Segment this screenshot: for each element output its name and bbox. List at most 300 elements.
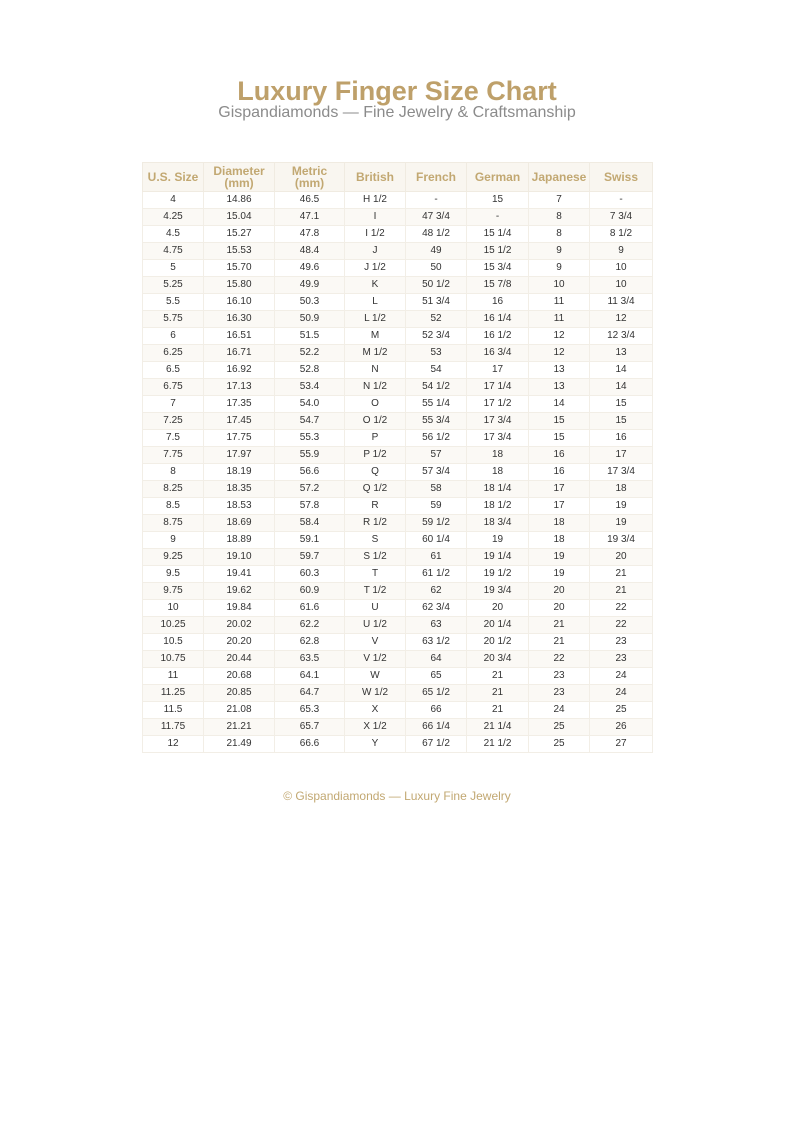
table-cell: 21 1/4: [467, 719, 529, 736]
table-cell: 10: [529, 277, 590, 294]
table-cell: 20: [529, 600, 590, 617]
table-cell: 18: [529, 532, 590, 549]
table-cell: Q: [345, 464, 406, 481]
table-row: [143, 345, 653, 362]
table-row: [143, 192, 653, 209]
table-cell: 12: [529, 328, 590, 345]
table-cell: 60.9: [275, 583, 345, 600]
table-cell: 49: [406, 243, 467, 260]
table-cell: 6.25: [143, 345, 204, 362]
table-cell: 16: [467, 294, 529, 311]
table-cell: 17 3/4: [467, 413, 529, 430]
table-row: [143, 702, 653, 719]
table-cell: 64: [406, 651, 467, 668]
table-cell: 55 1/4: [406, 396, 467, 413]
table-row: [143, 328, 653, 345]
table-cell: 62.8: [275, 634, 345, 651]
table-cell: 19: [529, 566, 590, 583]
table-cell: 9: [143, 532, 204, 549]
table-cell: 17 3/4: [467, 430, 529, 447]
table-cell: 19: [467, 532, 529, 549]
table-row: [143, 651, 653, 668]
table-cell: 18 3/4: [467, 515, 529, 532]
table-row: [143, 736, 653, 753]
table-cell: 19 3/4: [467, 583, 529, 600]
table-cell: 7.5: [143, 430, 204, 447]
table-cell: I 1/2: [345, 226, 406, 243]
table-row: [143, 447, 653, 464]
header-row: [143, 163, 653, 192]
table-cell: 21: [467, 668, 529, 685]
table-cell: 21.49: [204, 736, 275, 753]
table-row: [143, 617, 653, 634]
table-cell: 16.71: [204, 345, 275, 362]
column-header-metric: Metric (mm): [275, 163, 345, 192]
table-cell: 63: [406, 617, 467, 634]
table-cell: 50 1/2: [406, 277, 467, 294]
table-cell: 66.6: [275, 736, 345, 753]
table-row: [143, 685, 653, 702]
table-cell: 24: [529, 702, 590, 719]
table-cell: 18.89: [204, 532, 275, 549]
table-cell: 6.5: [143, 362, 204, 379]
table-row: [143, 243, 653, 260]
table-cell: 65.3: [275, 702, 345, 719]
table-cell: 57 3/4: [406, 464, 467, 481]
table-cell: R 1/2: [345, 515, 406, 532]
size-table: [142, 162, 653, 753]
table-cell: 58.4: [275, 515, 345, 532]
table-cell: 15.27: [204, 226, 275, 243]
table-cell: 19 3/4: [590, 532, 653, 549]
table-cell: 46.5: [275, 192, 345, 209]
table-cell: 21: [467, 685, 529, 702]
table-cell: 52: [406, 311, 467, 328]
table-cell: T: [345, 566, 406, 583]
table-cell: 63 1/2: [406, 634, 467, 651]
table-cell: 22: [529, 651, 590, 668]
table-cell: 7: [529, 192, 590, 209]
table-cell: 18: [467, 464, 529, 481]
table-body: [143, 192, 653, 753]
table-cell: 57: [406, 447, 467, 464]
table-cell: 17.35: [204, 396, 275, 413]
table-cell: 18: [467, 447, 529, 464]
table-cell: 25: [529, 736, 590, 753]
table-cell: S: [345, 532, 406, 549]
table-row: [143, 600, 653, 617]
table-cell: 20.44: [204, 651, 275, 668]
table-cell: 18.69: [204, 515, 275, 532]
table-cell: 15 7/8: [467, 277, 529, 294]
table-cell: J: [345, 243, 406, 260]
table-cell: 15: [467, 192, 529, 209]
table-cell: 8 1/2: [590, 226, 653, 243]
table-row: [143, 209, 653, 226]
table-cell: 25: [529, 719, 590, 736]
table-cell: 13: [529, 362, 590, 379]
table-cell: 15 1/2: [467, 243, 529, 260]
table-row: [143, 719, 653, 736]
table-cell: 11.5: [143, 702, 204, 719]
table-cell: 13: [590, 345, 653, 362]
table-row: [143, 532, 653, 549]
column-header-swiss: Swiss: [590, 163, 653, 192]
table-row: [143, 379, 653, 396]
table-cell: 27: [590, 736, 653, 753]
table-cell: 18.35: [204, 481, 275, 498]
table-cell: 20 3/4: [467, 651, 529, 668]
table-cell: 62.2: [275, 617, 345, 634]
table-cell: 20 1/2: [467, 634, 529, 651]
table-cell: 61: [406, 549, 467, 566]
table-cell: 21: [590, 566, 653, 583]
table-cell: 18: [590, 481, 653, 498]
table-header: [143, 163, 653, 192]
table-row: [143, 464, 653, 481]
column-header-diameter: Diameter (mm): [204, 163, 275, 192]
table-cell: 4.5: [143, 226, 204, 243]
table-cell: 20.02: [204, 617, 275, 634]
table-cell: 56 1/2: [406, 430, 467, 447]
table-row: [143, 515, 653, 532]
table-cell: W 1/2: [345, 685, 406, 702]
table-cell: 17: [467, 362, 529, 379]
table-cell: 66 1/4: [406, 719, 467, 736]
table-cell: 62 3/4: [406, 600, 467, 617]
table-row: [143, 260, 653, 277]
table-cell: 50.9: [275, 311, 345, 328]
table-cell: 53.4: [275, 379, 345, 396]
table-cell: 17.45: [204, 413, 275, 430]
table-cell: 12: [590, 311, 653, 328]
table-cell: L 1/2: [345, 311, 406, 328]
table-cell: 15: [529, 413, 590, 430]
table-cell: 18 1/4: [467, 481, 529, 498]
table-cell: 48.4: [275, 243, 345, 260]
table-cell: 47.8: [275, 226, 345, 243]
table-cell: 19 1/2: [467, 566, 529, 583]
table-cell: 54 1/2: [406, 379, 467, 396]
table-cell: 23: [590, 651, 653, 668]
table-cell: N 1/2: [345, 379, 406, 396]
table-cell: 63.5: [275, 651, 345, 668]
table-cell: 50.3: [275, 294, 345, 311]
table-cell: 60.3: [275, 566, 345, 583]
table-row: [143, 311, 653, 328]
table-cell: 10: [143, 600, 204, 617]
table-cell: I: [345, 209, 406, 226]
table-row: [143, 668, 653, 685]
table-cell: 7.25: [143, 413, 204, 430]
table-cell: H 1/2: [345, 192, 406, 209]
table-cell: 14: [590, 362, 653, 379]
table-cell: 4.25: [143, 209, 204, 226]
table-cell: M: [345, 328, 406, 345]
table-cell: 19.10: [204, 549, 275, 566]
table-cell: R: [345, 498, 406, 515]
table-row: [143, 583, 653, 600]
table-cell: 11.75: [143, 719, 204, 736]
table-cell: 61 1/2: [406, 566, 467, 583]
table-cell: 4: [143, 192, 204, 209]
table-cell: 51 3/4: [406, 294, 467, 311]
table-cell: 16: [529, 464, 590, 481]
table-cell: -: [467, 209, 529, 226]
table-cell: 17: [529, 481, 590, 498]
table-cell: 12: [143, 736, 204, 753]
table-cell: 16.10: [204, 294, 275, 311]
table-cell: 20: [590, 549, 653, 566]
table-cell: 47 3/4: [406, 209, 467, 226]
table-cell: 7.75: [143, 447, 204, 464]
table-cell: 62: [406, 583, 467, 600]
table-cell: 12 3/4: [590, 328, 653, 345]
table-cell: 6.75: [143, 379, 204, 396]
table-cell: 21: [529, 634, 590, 651]
table-cell: 5.5: [143, 294, 204, 311]
table-cell: X 1/2: [345, 719, 406, 736]
table-cell: 16.92: [204, 362, 275, 379]
table-row: [143, 413, 653, 430]
table-cell: 64.1: [275, 668, 345, 685]
table-cell: 10.25: [143, 617, 204, 634]
table-cell: 6: [143, 328, 204, 345]
table-cell: Y: [345, 736, 406, 753]
table-cell: T 1/2: [345, 583, 406, 600]
table-cell: 8: [529, 209, 590, 226]
table-cell: 15: [529, 430, 590, 447]
table-cell: 23: [590, 634, 653, 651]
table-cell: 21.08: [204, 702, 275, 719]
table-cell: K: [345, 277, 406, 294]
table-cell: 16: [529, 447, 590, 464]
table-row: [143, 362, 653, 379]
table-cell: 55.9: [275, 447, 345, 464]
table-cell: 9.75: [143, 583, 204, 600]
table-cell: 57.2: [275, 481, 345, 498]
table-cell: 15.80: [204, 277, 275, 294]
table-cell: 15: [590, 413, 653, 430]
table-cell: 9: [590, 243, 653, 260]
table-cell: 60 1/4: [406, 532, 467, 549]
table-cell: 59 1/2: [406, 515, 467, 532]
table-cell: 10: [590, 277, 653, 294]
table-cell: 16 1/4: [467, 311, 529, 328]
table-cell: U 1/2: [345, 617, 406, 634]
column-header-german: German: [467, 163, 529, 192]
table-row: [143, 549, 653, 566]
table-cell: 15.04: [204, 209, 275, 226]
table-cell: 10: [590, 260, 653, 277]
table-cell: 65.7: [275, 719, 345, 736]
table-cell: 58: [406, 481, 467, 498]
table-row: [143, 481, 653, 498]
table-cell: 24: [590, 685, 653, 702]
table-cell: 5.75: [143, 311, 204, 328]
table-cell: 18.53: [204, 498, 275, 515]
table-row: [143, 430, 653, 447]
table-cell: 67 1/2: [406, 736, 467, 753]
table-cell: 21 1/2: [467, 736, 529, 753]
table-cell: 64.7: [275, 685, 345, 702]
table-row: [143, 277, 653, 294]
table-cell: V: [345, 634, 406, 651]
table-cell: 8: [529, 226, 590, 243]
table-cell: 14: [529, 396, 590, 413]
table-row: [143, 634, 653, 651]
table-cell: U: [345, 600, 406, 617]
table-cell: 11: [529, 294, 590, 311]
table-cell: 8.5: [143, 498, 204, 515]
table-cell: 53: [406, 345, 467, 362]
table-cell: 21: [467, 702, 529, 719]
table-cell: 54: [406, 362, 467, 379]
table-cell: 17 1/2: [467, 396, 529, 413]
table-cell: 21: [529, 617, 590, 634]
table-cell: 14: [590, 379, 653, 396]
table-cell: 13: [529, 379, 590, 396]
table-cell: 20.68: [204, 668, 275, 685]
table-cell: X: [345, 702, 406, 719]
table-cell: 15 3/4: [467, 260, 529, 277]
table-cell: L: [345, 294, 406, 311]
table-row: [143, 226, 653, 243]
table-cell: 22: [590, 600, 653, 617]
table-row: [143, 566, 653, 583]
table-cell: J 1/2: [345, 260, 406, 277]
table-row: [143, 498, 653, 515]
column-header-japanese: Japanese: [529, 163, 590, 192]
table-cell: 15 1/4: [467, 226, 529, 243]
table-cell: 23: [529, 685, 590, 702]
table-cell: 20: [529, 583, 590, 600]
table-cell: 8.75: [143, 515, 204, 532]
table-cell: 11: [143, 668, 204, 685]
table-cell: 18: [529, 515, 590, 532]
table-cell: 19.62: [204, 583, 275, 600]
table-cell: 12: [529, 345, 590, 362]
table-cell: W: [345, 668, 406, 685]
table-cell: P: [345, 430, 406, 447]
table-cell: 17 3/4: [590, 464, 653, 481]
table-cell: 55.3: [275, 430, 345, 447]
table-cell: -: [406, 192, 467, 209]
table-cell: 11: [529, 311, 590, 328]
table-cell: 15: [590, 396, 653, 413]
table-cell: 16.51: [204, 328, 275, 345]
table-cell: 26: [590, 719, 653, 736]
table-cell: 20 1/4: [467, 617, 529, 634]
page-title: Luxury Finger Size Chart: [237, 76, 557, 106]
table-cell: 20.85: [204, 685, 275, 702]
table-cell: 19.41: [204, 566, 275, 583]
table-cell: 48 1/2: [406, 226, 467, 243]
page-subtitle: Gispandiamonds — Fine Jewelry & Craftsmanship: [218, 104, 576, 121]
table-cell: 5: [143, 260, 204, 277]
table-cell: 19 1/4: [467, 549, 529, 566]
table-cell: 17: [590, 447, 653, 464]
table-cell: 66: [406, 702, 467, 719]
table-cell: -: [590, 192, 653, 209]
table-cell: 15.53: [204, 243, 275, 260]
table-cell: 7 3/4: [590, 209, 653, 226]
table-cell: 24: [590, 668, 653, 685]
table-cell: V 1/2: [345, 651, 406, 668]
table-cell: 54.0: [275, 396, 345, 413]
table-cell: 15.70: [204, 260, 275, 277]
table-cell: 65 1/2: [406, 685, 467, 702]
table-cell: 9: [529, 260, 590, 277]
table-cell: 7: [143, 396, 204, 413]
table-cell: 52.2: [275, 345, 345, 362]
table-cell: N: [345, 362, 406, 379]
table-row: [143, 396, 653, 413]
table-cell: 18 1/2: [467, 498, 529, 515]
table-cell: 4.75: [143, 243, 204, 260]
table-cell: 8.25: [143, 481, 204, 498]
table-cell: 16 1/2: [467, 328, 529, 345]
table-cell: 22: [590, 617, 653, 634]
table-cell: 52 3/4: [406, 328, 467, 345]
table-cell: 25: [590, 702, 653, 719]
table-cell: 21.21: [204, 719, 275, 736]
table-cell: 19.84: [204, 600, 275, 617]
table-cell: 18.19: [204, 464, 275, 481]
table-cell: 10.75: [143, 651, 204, 668]
table-cell: 10.5: [143, 634, 204, 651]
table-cell: 59: [406, 498, 467, 515]
table-cell: 51.5: [275, 328, 345, 345]
table-cell: 9.5: [143, 566, 204, 583]
table-cell: 59.7: [275, 549, 345, 566]
table-cell: 17 1/4: [467, 379, 529, 396]
table-cell: O: [345, 396, 406, 413]
table-cell: 16: [590, 430, 653, 447]
table-cell: 57.8: [275, 498, 345, 515]
table-cell: 16.30: [204, 311, 275, 328]
table-cell: 21: [590, 583, 653, 600]
table-cell: 54.7: [275, 413, 345, 430]
table-row: [143, 294, 653, 311]
table-cell: S 1/2: [345, 549, 406, 566]
table-cell: P 1/2: [345, 447, 406, 464]
table-cell: 23: [529, 668, 590, 685]
table-cell: Q 1/2: [345, 481, 406, 498]
table-cell: 65: [406, 668, 467, 685]
column-header-french: French: [406, 163, 467, 192]
table-cell: 14.86: [204, 192, 275, 209]
table-cell: 19: [590, 515, 653, 532]
table-cell: M 1/2: [345, 345, 406, 362]
table-cell: 17.75: [204, 430, 275, 447]
column-header-us-size: U.S. Size: [143, 163, 204, 192]
table-cell: 49.6: [275, 260, 345, 277]
table-cell: 20.20: [204, 634, 275, 651]
table-cell: 17: [529, 498, 590, 515]
table-cell: 17.97: [204, 447, 275, 464]
table-cell: 59.1: [275, 532, 345, 549]
table-cell: 19: [590, 498, 653, 515]
table-cell: 5.25: [143, 277, 204, 294]
footer: © Gispandiamonds — Luxury Fine Jewelry: [283, 789, 511, 803]
table-cell: O 1/2: [345, 413, 406, 430]
column-header-british: British: [345, 163, 406, 192]
table-cell: 61.6: [275, 600, 345, 617]
table-cell: 11 3/4: [590, 294, 653, 311]
table-cell: 47.1: [275, 209, 345, 226]
table-cell: 11.25: [143, 685, 204, 702]
